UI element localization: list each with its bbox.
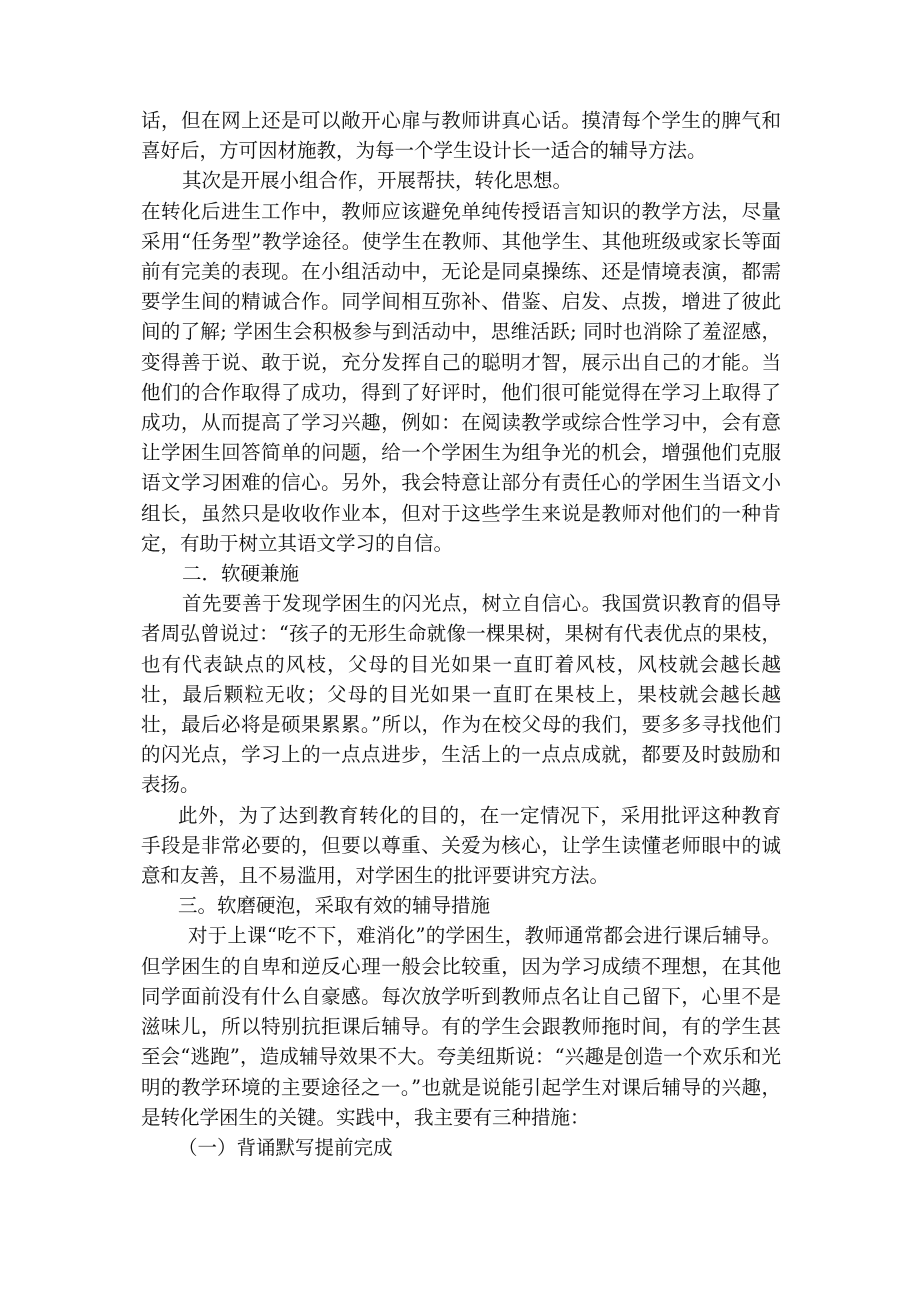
- heading-subsection-one: （一）背诵默写提前完成: [178, 1135, 393, 1159]
- paragraph-find-highlights: 首先要善于发现学困生的闪光点，树立自信心。我国赏识教育的倡导者周弘曾说过：“孩子的无形生命就像一棵果树，果树有代表优点的果枝，也有代表缺点的风枝，父母的目光如果一直盯着风枝，风枝就会越长越壮，最后颗粒无收；父母的目光如果一直盯在果枝上，果枝就会越长越壮，最后必将是硕果累累。”所以，作为在校父母的我们，要多多寻找他们的闪光点，学习上的一点点进步，生活上的一点点成就，都要及时鼓励和表扬。: [141, 592, 781, 797]
- heading-section-two: 二．软硬兼施: [182, 562, 300, 586]
- heading-section-three: 三。软磨硬泡，采取有效的辅导措施: [178, 894, 491, 918]
- paragraph-group-cooperation: 其次是开展小组合作，开展帮扶，转化思想。: [182, 169, 573, 193]
- document-page: [141, 106, 781, 1163]
- paragraph-continuation: 话，但在网上还是可以敞开心扉与教师讲真心话。摸清每个学生的脾气和喜好后，方可因材施教，为每一个学生设计长一适合的辅导方法。: [141, 109, 781, 163]
- paragraph-task-based-teaching: 在转化后进生工作中，教师应该避免单纯传授语言知识的教学方法，尽量采用“任务型”教学途径。使学生在教师、其他学生、其他班级或家长等面前有完美的表现。在小组活动中，无论是同桌操练、还是情境表演，都需要学生间的精诚合作。同学间相互弥补、借鉴、启发、点拨，增进了彼此间的了解; 学困生会积极参与到活动中，思维活跃; 同时也消除了羞涩感，变得善于说、敢于说，充分发挥自己的聪明才智，展示出自己的才能。当他们的合作取得了成功，得到了好评时，他们很可能觉得在学习上取得了成功，从而提高了学习兴趣，例如：在阅读教学或综合性学习中，会有意让学困生回答简单的问题，给一个学困生为组争光的机会，增强他们克服语文学习困难的信心。另外，我会特意让部分有责任心的学困生当语文小组长，虽然只是收收作业本，但对于这些学生来说是教师对他们的一种肯定，有助于树立其语文学习的自信。: [141, 199, 781, 555]
- paragraph-after-class-tutoring: 对于上课“吃不下，难消化”的学困生，教师通常都会进行课后辅导。但学困生的自卑和逆反心理一般会比较重，因为学习成绩不理想，在其他同学面前没有什么自豪感。每次放学听到教师点名让自己留下，心里不是滋味儿，所以特别抗拒课后辅导。有的学生会跟教师拖时间，有的学生甚至会“逃跑”，造成辅导效果不大。夸美纽斯说：“兴趣是创造一个欢乐和光明的教学环境的主要途径之一。”也就是说能引起学生对课后辅导的兴趣，是转化学困生的关键。实践中，我主要有三种措施：: [141, 924, 781, 1129]
- paragraph-criticism: 此外，为了达到教育转化的目的，在一定情况下，采用批评这种教育手段是非常必要的，但要以尊重、关爱为核心，让学生读懂老师眼中的诚意和友善，且不易滥用，对学困生的批评要讲究方法。: [141, 803, 781, 888]
